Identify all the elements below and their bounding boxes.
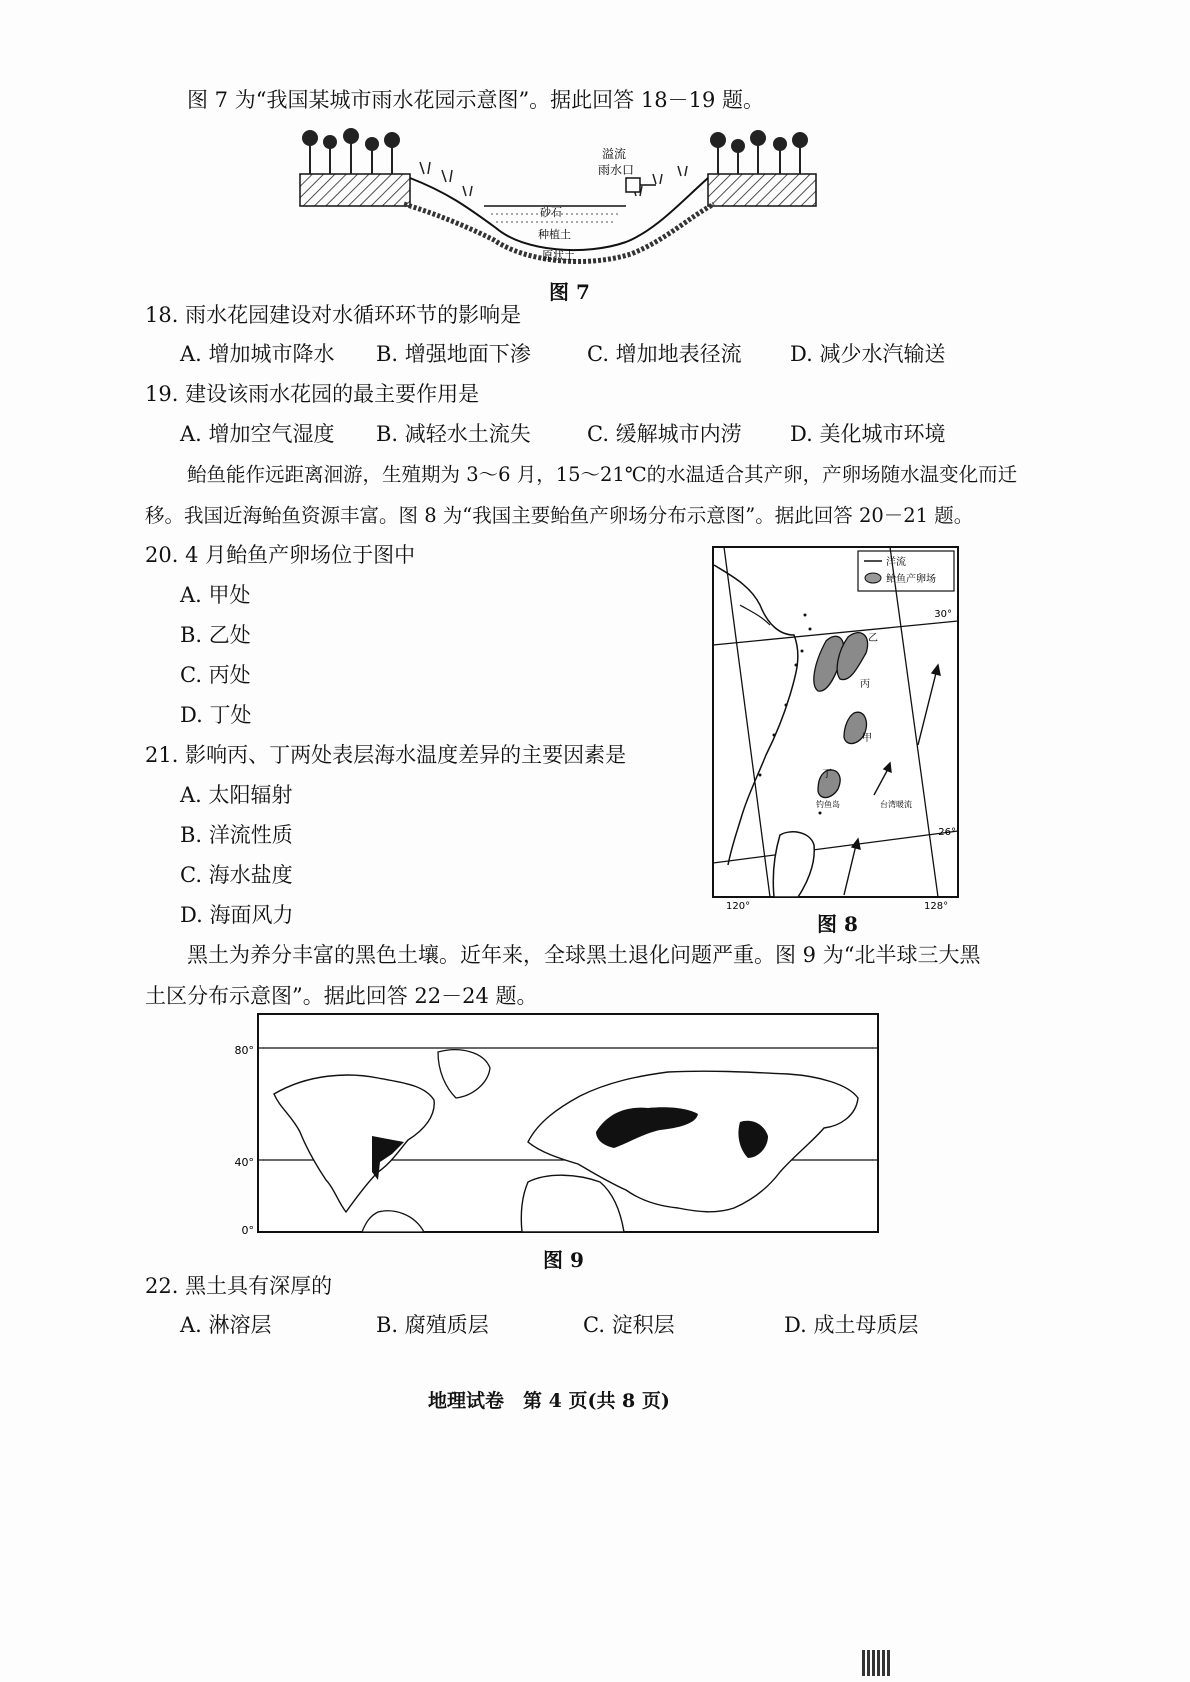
figure-9-black-soil-world-map	[228, 1012, 884, 1236]
fig8-label-bing: 丙	[860, 679, 870, 690]
fig7-label-overflow: 溢流	[602, 147, 627, 161]
q22-option-a: A. 淋溶层	[180, 1313, 272, 1337]
intro-fig8-line1: 鲐鱼能作远距离洄游，生殖期为 3～6 月，15～21℃的水温适合其产卵，产卵场随水温变化而迁	[187, 463, 1018, 486]
q22-option-b: B. 腐殖质层	[376, 1313, 489, 1337]
fig9-lat-80: 80°	[234, 1044, 254, 1057]
q22-option-d: D. 成土母质层	[784, 1313, 919, 1337]
fig9-lat-40: 40°	[234, 1156, 254, 1169]
figure-7-caption: 图 7	[549, 280, 590, 304]
q20-option-d: D. 丁处	[180, 703, 252, 727]
legend-spawning-icon	[865, 573, 881, 583]
q18-option-c: C. 增加地表径流	[587, 342, 742, 366]
fig7-label-planting-soil: 种植土	[538, 228, 571, 241]
page-footer: 地理试卷 第 4 页(共 8 页)	[428, 1390, 670, 1412]
fig8-lat-30: 30°	[934, 609, 952, 620]
q19-option-a: A. 增加空气湿度	[180, 422, 335, 446]
fig8-label-jia: 甲	[862, 733, 872, 744]
legend-spawning-label: 鲐鱼产卵场	[886, 574, 936, 585]
fig8-label-ding: 丁	[822, 769, 832, 780]
qr-code-icon	[862, 1650, 892, 1676]
q21-option-b: B. 洋流性质	[180, 823, 293, 847]
figure-9-caption: 图 9	[543, 1248, 584, 1272]
intro-fig9-line1: 黑土为养分丰富的黑色土壤。近年来，全球黑土退化问题严重。图 9 为“北半球三大黑	[187, 943, 981, 967]
figure-8-caption: 图 8	[817, 912, 858, 936]
fig7-label-native-soil: 原状土	[542, 249, 575, 262]
q21-option-d: D. 海面风力	[180, 903, 294, 927]
q19-option-c: C. 缓解城市内涝	[587, 422, 742, 446]
fig8-label-yi: 乙	[868, 633, 878, 644]
q18-option-a: A. 增加城市降水	[180, 342, 335, 366]
fig8-lon-128: 128°	[924, 901, 949, 912]
q21-option-a: A. 太阳辐射	[180, 783, 293, 807]
figure-8-spawning-ground-map	[710, 545, 970, 915]
q20-stem: 20. 4 月鲐鱼产卵场位于图中	[145, 543, 416, 567]
fig8-lat-26: 26°	[938, 827, 956, 838]
legend-current-label: 洋流	[886, 557, 906, 568]
fig7-label-sand: 砂石	[540, 206, 562, 219]
q19-option-d: D. 美化城市环境	[790, 422, 946, 446]
fig7-label-rain-inlet: 雨水口	[598, 163, 635, 177]
intro-fig9-line2: 土区分布示意图”。据此回答 22－24 题。	[145, 984, 538, 1008]
q18-option-b: B. 增强地面下渗	[376, 342, 531, 366]
q19-stem: 19. 建设该雨水花园的最主要作用是	[145, 382, 480, 406]
q22-option-c: C. 淀积层	[583, 1313, 675, 1337]
q20-option-c: C. 丙处	[180, 663, 251, 687]
fig8-label-island: 钓鱼岛	[816, 800, 840, 809]
q21-stem: 21. 影响丙、丁两处表层海水温度差异的主要因素是	[145, 743, 627, 767]
fig8-lon-120: 120°	[726, 901, 751, 912]
figure-7-rain-garden-diagram	[296, 122, 822, 272]
q18-stem: 18. 雨水花园建设对水循环环节的影响是	[145, 303, 522, 327]
q20-option-b: B. 乙处	[180, 623, 251, 647]
q22-stem: 22. 黑土具有深厚的	[145, 1274, 333, 1298]
intro-fig8-line2: 移。我国近海鲐鱼资源丰富。图 8 为“我国主要鲐鱼产卵场分布示意图”。据此回答 20－21 题。	[145, 504, 974, 527]
fig8-label-current: 台湾暖流	[880, 800, 912, 809]
fig9-lat-0: 0°	[241, 1224, 254, 1236]
q20-option-a: A. 甲处	[180, 583, 251, 607]
intro-fig7: 图 7 为“我国某城市雨水花园示意图”。据此回答 18－19 题。	[187, 88, 764, 112]
q21-option-c: C. 海水盐度	[180, 863, 293, 887]
q19-option-b: B. 减轻水土流失	[376, 422, 531, 446]
q18-option-d: D. 减少水汽输送	[790, 342, 946, 366]
